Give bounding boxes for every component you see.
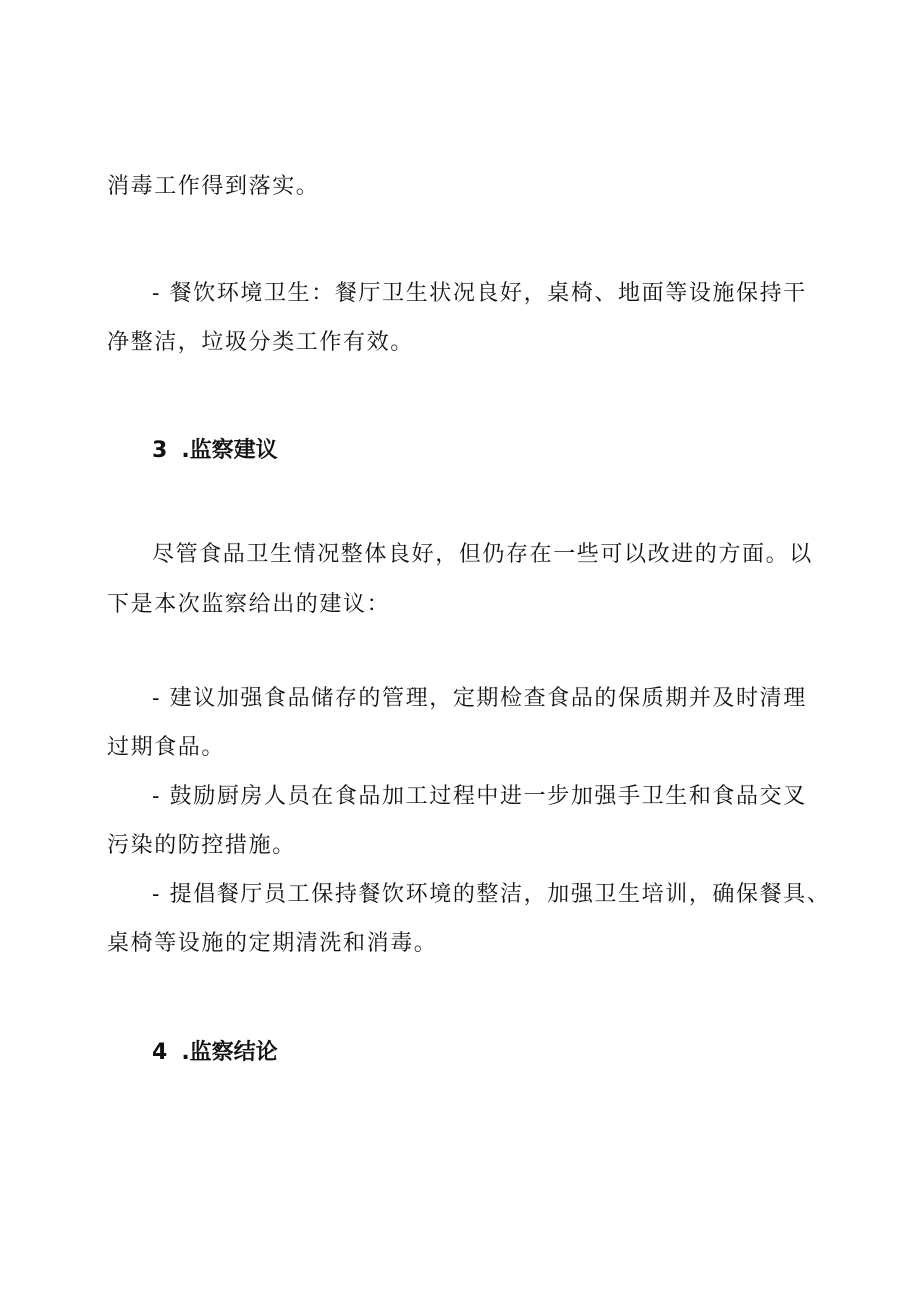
section-title: .监察建议 — [181, 438, 278, 463]
paragraph-line: 污染的防控措施。 — [107, 833, 296, 858]
bullet-line: - 鼓励厨房人员在食品加工过程中进一步加强手卫生和食品交叉 — [152, 784, 807, 809]
section-title: .监察结论 — [181, 1040, 278, 1065]
section-number: 3 — [152, 438, 168, 463]
paragraph-line: 桌椅等设施的定期清洗和消毒。 — [107, 931, 438, 956]
paragraph-line: 下是本次监察给出的建议： — [107, 592, 391, 617]
section-number: 4 — [152, 1040, 168, 1065]
paragraph-line: 消毒工作得到落实。 — [107, 174, 320, 199]
section-heading-4 — [152, 1038, 278, 1068]
bullet-line: - 建议加强食品储存的管理，定期检查食品的保质期并及时清理 — [152, 686, 807, 711]
paragraph-line: 净整洁，垃圾分类工作有效。 — [107, 330, 414, 355]
section-heading-3 — [152, 436, 278, 466]
bullet-line: - 提倡餐厅员工保持餐饮环境的整洁，加强卫生培训，确保餐具、 — [152, 882, 831, 907]
bullet-line: - 餐饮环境卫生：餐厅卫生状况良好，桌椅、地面等设施保持干 — [152, 281, 807, 306]
paragraph-line: 尽管食品卫生情况整体良好，但仍存在一些可以改进的方面。以 — [152, 542, 813, 567]
paragraph-line: 过期食品。 — [107, 735, 226, 760]
